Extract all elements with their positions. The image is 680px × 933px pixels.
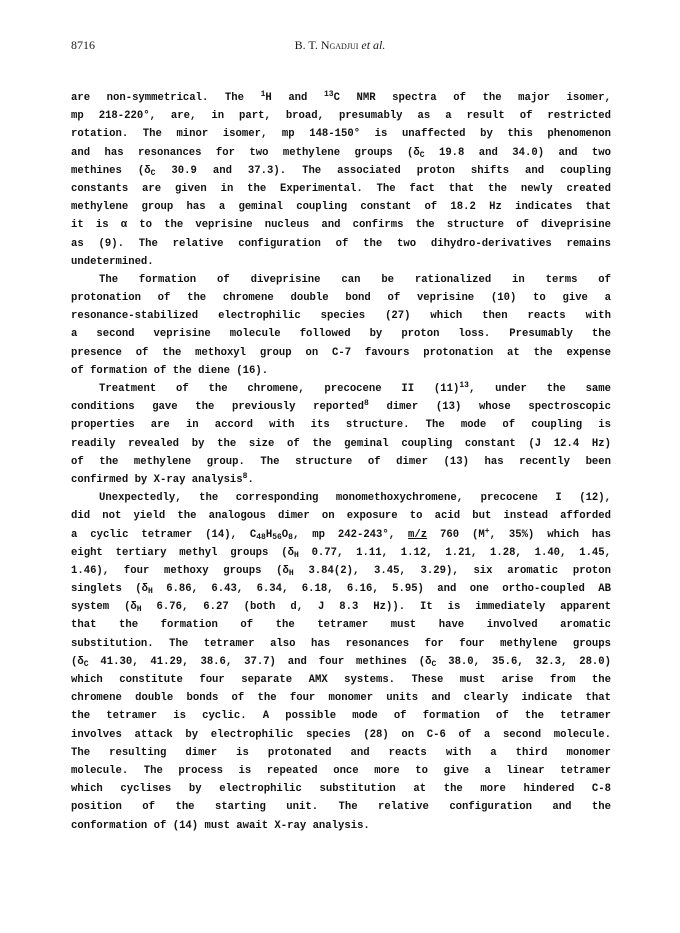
text-line: which cyclises by electrophilic substitution at the more hindered C-8: [71, 783, 611, 796]
text-line: involves attack by electrophilic species (28) on C-6 of a second molecule.: [71, 728, 611, 741]
text-line: conditions gave the previously reported$^8$ dimer (13) whose spectroscopic: [71, 399, 612, 414]
text-line: substitution. The tetramer also has resonances for four methylene groups: [71, 637, 611, 650]
paragraph: [71, 89, 611, 271]
author-suffix: et al.: [358, 38, 386, 52]
author-surname: Ngadjui: [320, 38, 359, 52]
text-line: ($\delta_C$ 41.30, 41.29, 38.6, 37.7) and four methines ($\delta_C$ 38.0, 35.6, 32.3, 28.0): [71, 655, 611, 669]
paragraph: [71, 271, 611, 380]
text-line: eight tertiary methyl groups ($\delta_H$ 0.77, 1.11, 1.12, 1.21, 1.28, 1.40, 1.45,: [71, 546, 611, 560]
text-line: confirmed by X-ray analysis$^8$.: [71, 471, 254, 486]
text-line: resonance-stabilized electrophilic species (27) which then reacts with: [71, 310, 611, 323]
article-body: [71, 89, 611, 835]
text-line: position of the starting unit. The relative configuration and the: [71, 801, 611, 814]
text-line: properties are in accord with its structure. The mode of coupling is: [71, 419, 611, 432]
text-line: constants are given in the Experimental. The fact that the newly created: [71, 182, 611, 195]
author-prefix: B. T.: [294, 38, 321, 52]
text-line: of formation of the diene (16).: [71, 364, 269, 377]
text-line: rotation. The minor isomer, mp 148-150° is unaffected by this phenomenon: [71, 128, 611, 141]
paragraph: [71, 380, 611, 489]
text-line: conformation of (14) must await X-ray analysis.: [71, 819, 370, 832]
text-line: methines ($\delta_C$ 30.9 and 37.3). The associated proton shifts and coupling: [71, 164, 611, 178]
text-line: protonation of the chromene double bond of veprisine (10) to give a: [71, 292, 611, 305]
text-line: are non-symmetrical. The $^1$H and $^{13}$C NMR spectra of the major isomer,: [71, 90, 611, 104]
text-line: of the methylene group. The structure of dimer (13) has recently been: [71, 455, 611, 468]
text-line: chromene double bonds of the four monomer units and clearly indicate that: [71, 692, 611, 705]
text-line: the tetramer is cyclic. A possible mode of formation of the tetramer: [71, 710, 611, 723]
text-line: which constitute four separate AMX systems. These must arise from the: [71, 674, 611, 686]
text-line: it is α to the veprisine nucleus and confirms the structure of diveprisine: [71, 219, 611, 232]
text-line: undetermined.: [71, 255, 154, 268]
text-line: Unexpectedly, the corresponding monomethoxychromene, precocene I (12),: [99, 492, 611, 505]
text-line: methylene group has a geminal coupling constant of 18.2 Hz indicates that: [71, 201, 611, 214]
text-line: 1.46), four methoxy groups ($\delta_H$ 3.84(2), 3.45, 3.29), six aromatic proton: [71, 564, 611, 578]
text-line: molecule. The process is repeated once more to give a linear tetramer: [71, 764, 611, 777]
page-number: 8716: [71, 38, 95, 52]
text-line: did not yield the analogous dimer on exposure to acid but instead afforded: [71, 510, 611, 523]
text-line: and has resonances for two methylene groups ($\delta_C$ 19.8 and 34.0) and two: [71, 146, 612, 160]
text-line: a second veprisine molecule followed by proton loss. Presumably the: [71, 328, 611, 341]
text-line: a cyclic tetramer (14), $C_{48}H_{56}O_8$, mp 242-243°, m/z 760 (M+, 35%) which has: [71, 526, 612, 542]
text-line: The formation of diveprisine can be rationalized in terms of: [99, 273, 611, 286]
text-line: readily revealed by the size of the geminal coupling constant (J 12.4 Hz): [71, 437, 611, 450]
text-line: mp 218-220°, are, in part, broad, presumably as a result of restricted: [71, 110, 611, 123]
text-line: as (9). The relative configuration of the two dihydro-derivatives remains: [71, 237, 611, 250]
paragraph: [71, 489, 611, 835]
text-line: that the formation of the tetramer must have involved aromatic: [71, 619, 611, 632]
text-line: Treatment of the chromene, precocene II $(11)^{13}$, under the same: [99, 381, 611, 395]
text-line: The resulting dimer is protonated and reacts with a third monomer: [71, 746, 611, 759]
text-line: presence of the methoxyl group on C-7 favours protonation at the expense: [71, 346, 611, 359]
text-line: singlets ($\delta_H$ 6.86, 6.43, 6.34, 6.18, 6.16, 5.95) and one ortho-coupled AB: [71, 583, 612, 597]
running-head: [0, 38, 680, 53]
text-line: system ($\delta_H$ 6.76, 6.27 (both d, J 8.3 Hz)). It is immediately apparent: [71, 601, 611, 615]
